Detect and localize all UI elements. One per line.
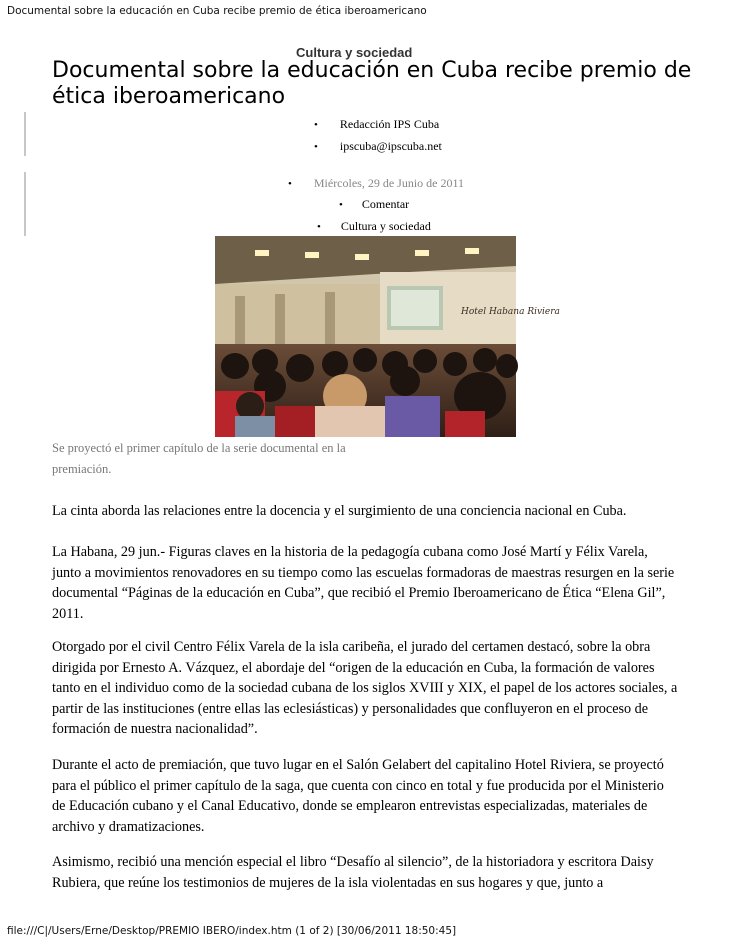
article-photo (215, 236, 560, 437)
author-email[interactable]: ipscuba@ipscuba.net (339, 139, 442, 153)
divider-bar (24, 112, 26, 156)
article-title: Documental sobre la educación en Cuba recibe premio de ética iberoamericano (52, 58, 692, 109)
article-paragraph: La Habana, 29 jun.- Figuras claves en la historia de la pedagogía cubana como José Martí y Félix Varela, junto a movimientos renovadores en su tiempo como las escuelas formadoras de maestras resurgen en la serie documental “Páginas de la educación en Cuba”, que recibió el Premio Iberoamericano de Ética “Elena Gil”, 2011. (52, 544, 675, 622)
print-header: Documental sobre la educación en Cuba recibe premio de ética iberoamericano (7, 5, 427, 17)
email-line (314, 139, 442, 154)
article-date: Miércoles, 29 de Junio de 2011 (313, 176, 465, 190)
wall-sign: Hotel Habana Riviera (461, 307, 560, 317)
photo-caption: Se proyectó el primer capítulo de la serie documental en la premiación. (52, 441, 346, 476)
date-line (288, 176, 464, 191)
bullet-icon: • (317, 221, 321, 233)
comment-link[interactable]: Comentar (361, 197, 410, 211)
article-paragraph: Otorgado por el civil Centro Félix Varela de la isla caribeña, el jurado del certamen destacó, sobre la obra dirigida por Ernesto A. Vázquez, el abordaje del “origen de la educación en Cuba, la formación de valores tanto en el individuo como de la sociedad cubana de los siglos XVIII y XIX, el papel de los actores sociales, a partir de las instituciones (entre ellas las eclesiásticas) y personalidades que confluyeron en el proceso de formación de nuestra nacionalidad”. (52, 639, 678, 737)
author-line (314, 117, 439, 132)
print-footer: file:///C|/Users/Erne/Desktop/PREMIO IBERO/index.htm (1 of 2) [30/06/2011 18:50:45] (7, 925, 457, 937)
article-paragraph: Asimismo, recibió una mención especial el libro “Desafío al silencio”, de la historiadora y escritora Daisy Rubiera, que reúne los testimonios de mujeres de la isla violentadas en sus hogares y que, junto a (52, 854, 654, 891)
divider-bar (24, 172, 26, 236)
auditorium-photo (215, 236, 560, 437)
bullet-icon: • (339, 199, 343, 211)
category-link[interactable]: Cultura y sociedad (340, 219, 431, 233)
comment-line (339, 197, 409, 212)
bullet-icon: • (314, 141, 318, 153)
article-paragraph: Durante el acto de premiación, que tuvo lugar en el Salón Gelabert del capitalino Hotel Riviera, se proyectó para el público el primer capítulo de la saga, que cuenta con cinco en total y fue producida por el Ministerio de Educación cubano y el Canal Educativo, donde se emplearon entrevistas especializadas, materiales de archivo y dramatizaciones. (52, 757, 664, 835)
article-lead: La cinta aborda las relaciones entre la docencia y el surgimiento de una conciencia nacional en Cuba. (52, 503, 627, 519)
bullet-icon: • (288, 178, 292, 190)
section-label: Cultura y sociedad (296, 45, 413, 60)
bullet-icon: • (314, 119, 318, 131)
category-line (317, 219, 431, 234)
author-name: Redacción IPS Cuba (339, 117, 440, 131)
